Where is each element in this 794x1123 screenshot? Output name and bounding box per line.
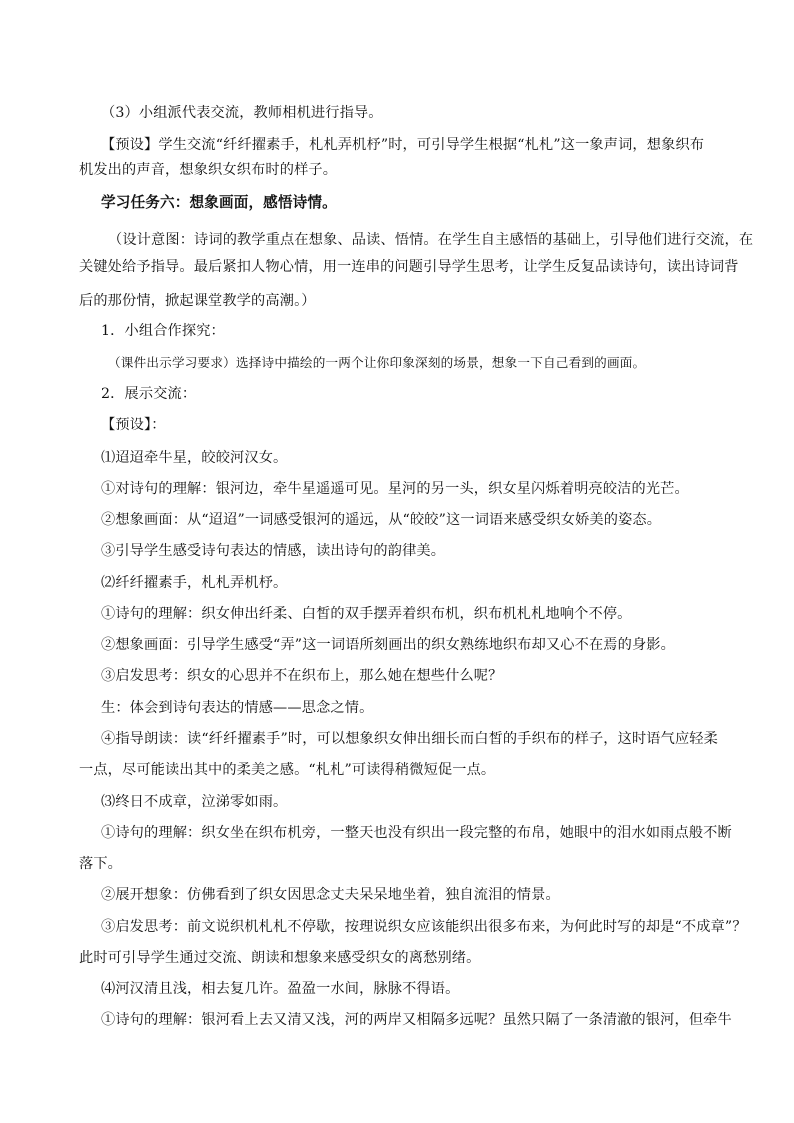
section-heading: 学习任务六：想象画面，感悟诗情。 (101, 194, 337, 211)
text-line: 后的那份情，掀起课堂教学的高潮。） (79, 293, 316, 309)
text-line: ③启发思考：前文说织机札札不停歇，按理说织女应该能织出很多布来，为何此时写的却是“不成章”？ (101, 919, 747, 935)
text-line: ③引导学生感受诗句表达的情感，读出诗句的韵律美。 (101, 543, 446, 559)
text-line: ⑴迢迢牵牛星，皎皎河汉女。 (101, 450, 288, 466)
text-line: ①对诗句的理解：银河边，牵牛星遥遥可见。星河的另一头，织女星闪烁着明亮皎洁的光芒。 (101, 481, 689, 497)
text-line: ③启发思考：织女的心思并不在织布上，那么她在想些什么呢？ (101, 668, 503, 684)
text-line: 生：体会到诗句表达的情感——思念之情。 (101, 700, 374, 716)
text-line: ①诗句的理解：织女伸出纤柔、白皙的双手摆弄着织布机，织布机札札地响个不停。 (101, 606, 632, 622)
text-line: 【预设】学生交流“纤纤擢素手，札札弄机杼”时，可引导学生根据“札札”这一象声词，想象织布 (101, 137, 705, 153)
text-line: 关键处给予指导。最后紧扣人物心情，用一连串的问题引导学生思考，让学生反复品读诗句，读出诗词背 (79, 259, 739, 275)
text-line: 此时可引导学生通过交流、朗读和想象来感受织女的离愁别绪。 (79, 950, 481, 966)
text-line: 【预设】： (101, 417, 166, 433)
text-line: ②想象画面：引导学生感受“弄”这一词语所刻画出的织女熟练地织布却又心不在焉的身影。 (101, 637, 675, 653)
text-line: （课件出示学习要求）选择诗中描绘的一两个让你印象深刻的场景，想象一下自己看到的画面。 (108, 355, 646, 370)
text-line: ④指导朗读：读“纤纤擢素手”时，可以想象织女伸出细长而白皙的手织布的样子，这时语气应轻柔 (101, 731, 718, 747)
text-line: ⑵纤纤擢素手，札札弄机杼。 (101, 575, 288, 591)
text-line: ①诗句的理解：织女坐在织布机旁，一整天也没有织出一段完整的布帛，她眼中的泪水如雨点般不断 (101, 825, 732, 841)
text-line: （3）小组派代表交流，教师相机进行指导。 (101, 105, 383, 121)
text-line: 机发出的声音，想象织女织布时的样子。 (79, 162, 338, 178)
text-line: 一点，尽可能读出其中的柔美之感。“札札”可读得稍微短促一点。 (79, 762, 496, 778)
text-line: ⑶终日不成章，泣涕零如雨。 (101, 794, 288, 810)
text-line: 1．小组合作探究： (101, 323, 225, 339)
text-line: ②想象画面：从“迢迢”一词感受银河的遥远，从“皎皎”这一词语来感受织女娇美的姿态。 (101, 512, 662, 528)
text-line: ⑷河汉清且浅，相去复几许。盈盈一水间，脉脉不得语。 (101, 981, 460, 997)
text-line: 落下。 (79, 856, 123, 872)
text-line: ①诗句的理解：银河看上去又清又浅，河的两岸又相隔多远呢？虽然只隔了一条清澈的银河，但牵牛 (101, 1012, 732, 1028)
text-line: （设计意图：诗词的教学重点在想象、品读、悟情。在学生自主感悟的基础上，引导他们进行交流，在 (108, 232, 754, 248)
text-line: 2．展示交流： (101, 386, 197, 402)
text-line: ②展开想象：仿佛看到了织女因思念丈夫呆呆地坐着，独自流泪的情景。 (101, 887, 560, 903)
